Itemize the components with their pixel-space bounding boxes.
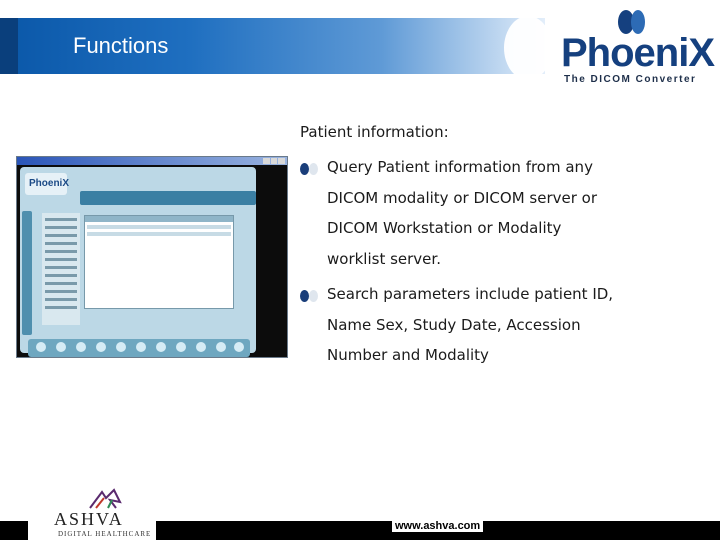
screenshot-side-tabs xyxy=(22,211,32,335)
screenshot-app-panel xyxy=(20,167,256,353)
phoenix-logo xyxy=(498,6,715,88)
logo-tagline: The DICOM Converter xyxy=(564,74,697,85)
footer-bar-right xyxy=(514,521,720,540)
section-heading: Patient information: xyxy=(300,123,449,141)
bullet-line: Number and Modality xyxy=(327,346,489,364)
ashva-horse-icon xyxy=(86,488,126,510)
bullet-line: Search parameters include patient ID, xyxy=(327,285,614,303)
bullet-line: Query Patient information from any xyxy=(327,158,593,176)
bullet-line: Name Sex, Study Date, Accession xyxy=(327,315,581,334)
app-screenshot xyxy=(16,156,288,358)
ashva-wordmark: ASHVA xyxy=(54,509,124,529)
bullet-icon xyxy=(300,290,320,302)
slide-header xyxy=(0,0,720,90)
bullet-line: DICOM Workstation or Modality xyxy=(327,219,562,237)
bullet-line: DICOM modality or DICOM server or xyxy=(327,188,597,207)
ashva-logo xyxy=(46,488,154,540)
bullet-icon xyxy=(300,163,320,175)
ashva-tagline: DIGITAL HEALTHCARE xyxy=(58,530,152,538)
header-accent xyxy=(0,18,18,74)
screenshot-logo-text: PhoeniX xyxy=(29,178,70,189)
screenshot-query-form xyxy=(42,213,80,325)
slide-title: Functions xyxy=(73,33,169,58)
screenshot-header-bar xyxy=(80,191,256,205)
screenshot-toolbar xyxy=(28,339,250,357)
footer-bar-left xyxy=(0,521,28,540)
logo-wordmark: PhoeniX xyxy=(561,31,715,75)
footer-url[interactable]: www.ashva.com xyxy=(392,520,483,532)
screenshot-results-grid xyxy=(84,215,234,309)
screenshot-titlebar xyxy=(17,157,287,165)
bullet-line: worklist server. xyxy=(327,249,441,268)
